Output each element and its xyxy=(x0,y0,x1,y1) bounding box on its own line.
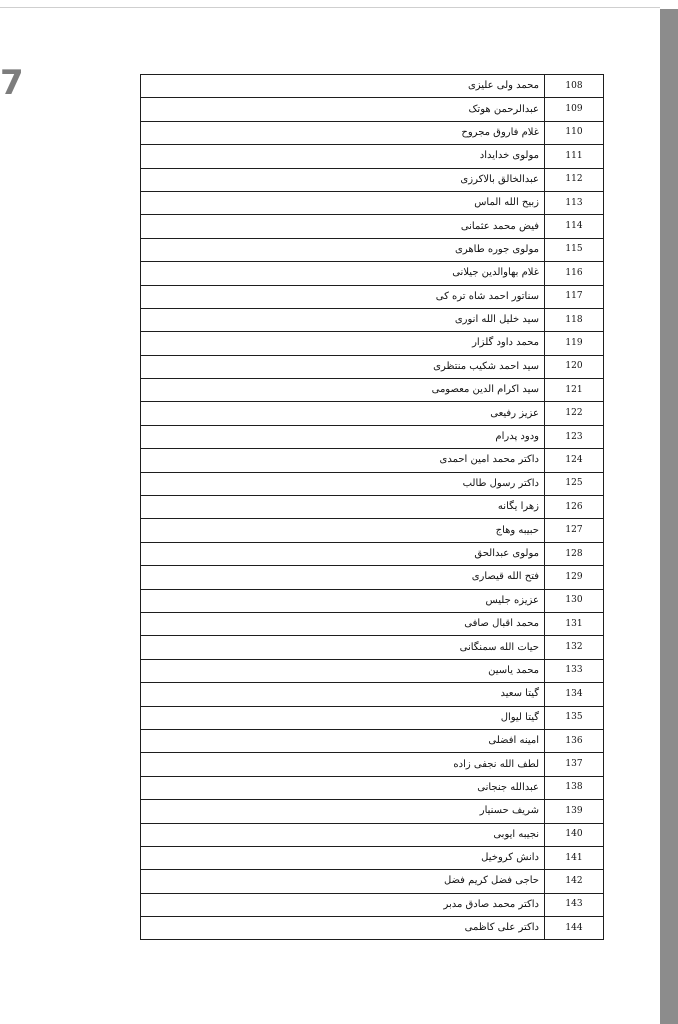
name-cell: داکتر علی کاظمی xyxy=(141,917,545,940)
table-row xyxy=(141,870,604,893)
table-row xyxy=(141,308,604,331)
name-cell: ودود پدرام xyxy=(141,425,545,448)
table-row xyxy=(141,145,604,168)
row-number-cell: 121 xyxy=(545,379,604,402)
name-cell: مولوی عبدالحق xyxy=(141,542,545,565)
row-number-cell: 119 xyxy=(545,332,604,355)
table-row xyxy=(141,823,604,846)
table-row xyxy=(141,75,604,98)
table-row xyxy=(141,496,604,519)
row-number-cell: 126 xyxy=(545,496,604,519)
table-row xyxy=(141,846,604,869)
table-row xyxy=(141,659,604,682)
name-cell: عزیز رفیعی xyxy=(141,402,545,425)
name-cell: لطف الله نجفی زاده xyxy=(141,753,545,776)
table-row xyxy=(141,917,604,940)
table-row xyxy=(141,706,604,729)
page-number: 7 xyxy=(0,63,24,103)
table-row xyxy=(141,332,604,355)
table-row xyxy=(141,98,604,121)
name-cell: مولوی خدایداد xyxy=(141,145,545,168)
row-number-cell: 135 xyxy=(545,706,604,729)
row-number-cell: 114 xyxy=(545,215,604,238)
row-number-cell: 117 xyxy=(545,285,604,308)
name-cell: نجیبه ایوبی xyxy=(141,823,545,846)
row-number-cell: 112 xyxy=(545,168,604,191)
row-number-cell: 120 xyxy=(545,355,604,378)
row-number-cell: 122 xyxy=(545,402,604,425)
name-cell: گیتا لیوال xyxy=(141,706,545,729)
row-number-cell: 136 xyxy=(545,729,604,752)
name-cell: محمد ولی علیزی xyxy=(141,75,545,98)
name-cell: سید خلیل الله انوری xyxy=(141,308,545,331)
row-number-cell: 133 xyxy=(545,659,604,682)
table-row xyxy=(141,355,604,378)
viewer-scrollbar[interactable] xyxy=(660,9,678,1024)
name-cell: فیض محمد عثمانی xyxy=(141,215,545,238)
name-cell: غلام بهاوالدین جیلانی xyxy=(141,262,545,285)
row-number-cell: 116 xyxy=(545,262,604,285)
row-number-cell: 115 xyxy=(545,238,604,261)
name-cell: محمد اقبال صافی xyxy=(141,612,545,635)
table-row xyxy=(141,168,604,191)
row-number-cell: 132 xyxy=(545,636,604,659)
row-number-cell: 109 xyxy=(545,98,604,121)
table-row xyxy=(141,893,604,916)
row-number-cell: 140 xyxy=(545,823,604,846)
row-number-cell: 134 xyxy=(545,683,604,706)
row-number-cell: 123 xyxy=(545,425,604,448)
page-top-border xyxy=(0,7,660,8)
table-row xyxy=(141,121,604,144)
name-cell: عبدالخالق بالاکرزی xyxy=(141,168,545,191)
name-cell: حیات الله سمنگانی xyxy=(141,636,545,659)
table-row xyxy=(141,519,604,542)
name-cell: داکتر محمد صادق مدبر xyxy=(141,893,545,916)
table-row xyxy=(141,379,604,402)
row-number-cell: 131 xyxy=(545,612,604,635)
table-row xyxy=(141,472,604,495)
row-number-cell: 124 xyxy=(545,449,604,472)
table-row xyxy=(141,800,604,823)
row-number-cell: 108 xyxy=(545,75,604,98)
row-number-cell: 139 xyxy=(545,800,604,823)
name-cell: زهرا یگانه xyxy=(141,496,545,519)
table-row xyxy=(141,589,604,612)
names-table xyxy=(140,74,604,940)
name-cell: امینه افضلی xyxy=(141,729,545,752)
name-cell: دانش کروخیل xyxy=(141,846,545,869)
table-row xyxy=(141,729,604,752)
table-row xyxy=(141,402,604,425)
table-row xyxy=(141,191,604,214)
row-number-cell: 141 xyxy=(545,846,604,869)
table-row xyxy=(141,636,604,659)
name-cell: سید اکرام الدین معصومی xyxy=(141,379,545,402)
name-cell: عزیزه جلیس xyxy=(141,589,545,612)
table-row xyxy=(141,753,604,776)
row-number-cell: 110 xyxy=(545,121,604,144)
row-number-cell: 143 xyxy=(545,893,604,916)
row-number-cell: 144 xyxy=(545,917,604,940)
table-row xyxy=(141,238,604,261)
table-row xyxy=(141,566,604,589)
name-cell: زبیح الله الماس xyxy=(141,191,545,214)
name-cell: عبدالله جنجانی xyxy=(141,776,545,799)
table-row xyxy=(141,449,604,472)
table-row xyxy=(141,215,604,238)
name-cell: حبیبه وهاج xyxy=(141,519,545,542)
name-cell: فتح الله قیصاری xyxy=(141,566,545,589)
row-number-cell: 137 xyxy=(545,753,604,776)
name-cell: داکتر محمد امین احمدی xyxy=(141,449,545,472)
table-row xyxy=(141,542,604,565)
name-cell: سناتور احمد شاه تره کی xyxy=(141,285,545,308)
row-number-cell: 138 xyxy=(545,776,604,799)
name-cell: محمد یاسین xyxy=(141,659,545,682)
table-row xyxy=(141,262,604,285)
table-row xyxy=(141,612,604,635)
row-number-cell: 125 xyxy=(545,472,604,495)
name-cell: مولوی جوره طاهری xyxy=(141,238,545,261)
names-table-body xyxy=(141,75,604,940)
name-cell: داکتر رسول طالب xyxy=(141,472,545,495)
name-cell: سید احمد شکیب منتظری xyxy=(141,355,545,378)
name-cell: غلام فاروق مجروح xyxy=(141,121,545,144)
name-cell: گیتا سعید xyxy=(141,683,545,706)
table-row xyxy=(141,776,604,799)
table-row xyxy=(141,683,604,706)
row-number-cell: 128 xyxy=(545,542,604,565)
table-row xyxy=(141,285,604,308)
name-cell: شریف حسنیار xyxy=(141,800,545,823)
name-cell: محمد داود گلزار xyxy=(141,332,545,355)
name-cell: حاجی فضل کریم فضل xyxy=(141,870,545,893)
row-number-cell: 129 xyxy=(545,566,604,589)
row-number-cell: 142 xyxy=(545,870,604,893)
name-cell: عبدالرحمن هوتک xyxy=(141,98,545,121)
row-number-cell: 113 xyxy=(545,191,604,214)
table-row xyxy=(141,425,604,448)
row-number-cell: 111 xyxy=(545,145,604,168)
row-number-cell: 118 xyxy=(545,308,604,331)
row-number-cell: 130 xyxy=(545,589,604,612)
row-number-cell: 127 xyxy=(545,519,604,542)
